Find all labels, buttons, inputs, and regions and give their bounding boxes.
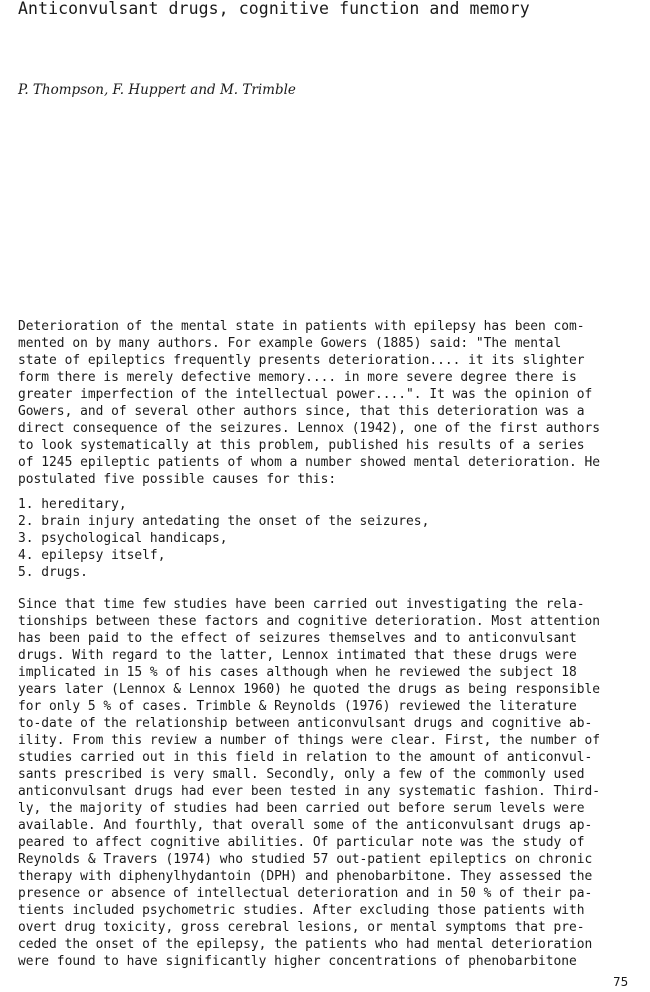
paragraph-intro bbox=[18, 318, 650, 488]
text-line: Deterioration of the mental state in patients with epilepsy has been com- bbox=[18, 319, 585, 334]
text-line: tients included psychometric studies. After excluding those patients with bbox=[18, 903, 585, 918]
text-line: years later (Lennox & Lennox 1960) he quoted the drugs as being responsible bbox=[18, 682, 601, 697]
text-line: ceded the onset of the epilepsy, the patients who had mental deterioration bbox=[18, 937, 593, 952]
text-line: greater imperfection of the intellectual power....". It was the opinion of bbox=[18, 387, 593, 402]
page-number: 75 bbox=[613, 975, 629, 989]
list-item: 3. psychological handicaps, bbox=[18, 531, 228, 546]
page-title: Anticonvulsant drugs, cognitive function and memory bbox=[18, 0, 530, 18]
text-line: ly, the majority of studies had been carried out before serum levels were bbox=[18, 801, 585, 816]
list-item: 1. hereditary, bbox=[18, 497, 127, 512]
text-line: Reynolds & Travers (1974) who studied 57 out-patient epileptics on chronic bbox=[18, 852, 593, 867]
list-item: 4. epilepsy itself, bbox=[18, 548, 166, 563]
text-line: therapy with diphenylhydantoin (DPH) and phenobarbitone. They assessed the bbox=[18, 869, 593, 884]
text-line: Gowers, and of several other authors since, that this deterioration was a bbox=[18, 404, 585, 419]
text-line: to look systematically at this problem, published his results of a series bbox=[18, 438, 585, 453]
text-line: postulated five possible causes for this: bbox=[18, 472, 337, 487]
text-line: sants prescribed is very small. Secondly, only a few of the commonly used bbox=[18, 767, 585, 782]
paragraph-review bbox=[18, 596, 650, 970]
list-item: 2. brain injury antedating the onset of the seizures, bbox=[18, 514, 430, 529]
text-line: for only 5 % of cases. Trimble & Reynolds (1976) reviewed the literature bbox=[18, 699, 577, 714]
text-line: form there is merely defective memory.... in more severe degree there is bbox=[18, 370, 577, 385]
text-line: presence or absence of intellectual deterioration and in 50 % of their pa- bbox=[18, 886, 593, 901]
text-line: peared to affect cognitive abilities. Of particular note was the study of bbox=[18, 835, 585, 850]
text-line: drugs. With regard to the latter, Lennox intimated that these drugs were bbox=[18, 648, 577, 663]
text-line: available. And fourthly, that overall some of the anticonvulsant drugs ap- bbox=[18, 818, 593, 833]
text-line: were found to have significantly higher concentrations of phenobarbitone bbox=[18, 954, 577, 969]
text-line: anticonvulsant drugs had ever been tested in any systematic fashion. Third- bbox=[18, 784, 601, 799]
article-body bbox=[18, 318, 650, 970]
text-line: studies carried out in this field in relation to the amount of anticonvul- bbox=[18, 750, 593, 765]
text-line: has been paid to the effect of seizures themselves and to anticonvulsant bbox=[18, 631, 577, 646]
text-line: direct consequence of the seizures. Lennox (1942), one of the first authors bbox=[18, 421, 601, 436]
text-line: state of epileptics frequently presents deterioration.... it its slighter bbox=[18, 353, 585, 368]
causes-list bbox=[18, 496, 650, 581]
text-line: ility. From this review a number of things were clear. First, the number of bbox=[18, 733, 601, 748]
text-line: mented on by many authors. For example Gowers (1885) said: "The mental bbox=[18, 336, 562, 351]
authors: P. Thompson, F. Huppert and M. Trimble bbox=[18, 82, 296, 98]
list-item: 5. drugs. bbox=[18, 565, 88, 580]
text-line: of 1245 epileptic patients of whom a number showed mental deterioration. He bbox=[18, 455, 601, 470]
text-line: implicated in 15 % of his cases although when he reviewed the subject 18 bbox=[18, 665, 577, 680]
text-line: tionships between these factors and cognitive deterioration. Most attention bbox=[18, 614, 601, 629]
text-line: overt drug toxicity, gross cerebral lesions, or mental symptoms that pre- bbox=[18, 920, 585, 935]
text-line: to-date of the relationship between anticonvulsant drugs and cognitive ab- bbox=[18, 716, 593, 731]
text-line: Since that time few studies have been carried out investigating the rela- bbox=[18, 597, 585, 612]
